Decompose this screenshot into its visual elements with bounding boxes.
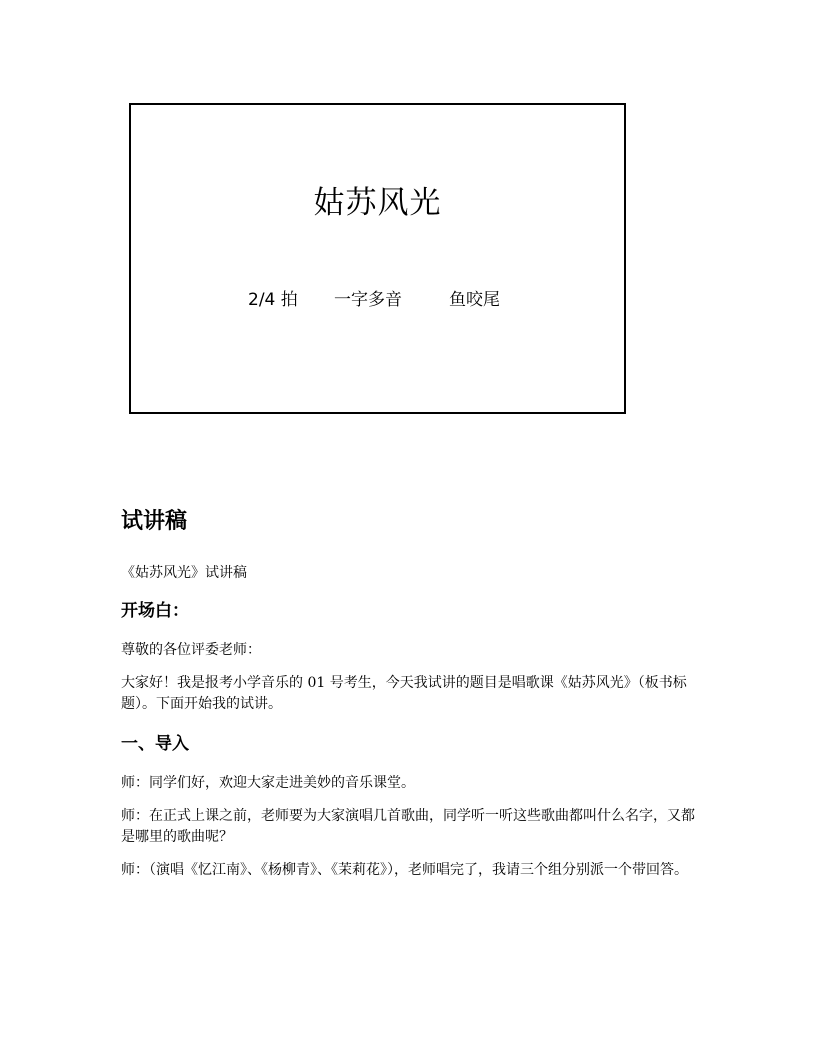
paragraph-3: 师：（演唱《忆江南》、《杨柳青》、《茉莉花》），老师唱完了，我请三个组分别派一个带回答。 — [121, 861, 688, 878]
board-title: 姑苏风光 — [313, 185, 442, 221]
section-one-heading: 一、导入 — [121, 733, 189, 754]
document-heading: 试讲稿 — [121, 509, 188, 534]
tag-fish-bite-tail: 鱼咬尾 — [449, 290, 500, 310]
tag-melisma: 一字多音 — [334, 290, 402, 310]
document-body — [121, 508, 701, 893]
blackboard-frame — [129, 103, 626, 414]
intro-paragraph: 大家好！我是报考小学音乐的 01 号考生，今天我试讲的题目是唱歌课《姑苏风光》（板书标题）。下面开始我的试讲。 — [121, 674, 687, 712]
paragraph-2: 师：在正式上课之前，老师要为大家演唱几首歌曲，同学听一听这些歌曲都叫什么名字，又都是哪里的歌曲呢？ — [121, 807, 695, 845]
section-opening-heading: 开场白： — [121, 600, 189, 621]
greeting-paragraph: 尊敬的各位评委老师： — [121, 641, 261, 658]
document-subtitle: 《姑苏风光》试讲稿 — [121, 564, 247, 581]
paragraph-1: 师：同学们好，欢迎大家走进美妙的音乐课堂。 — [121, 774, 415, 791]
tag-meter: 2/4 拍 — [248, 290, 298, 310]
